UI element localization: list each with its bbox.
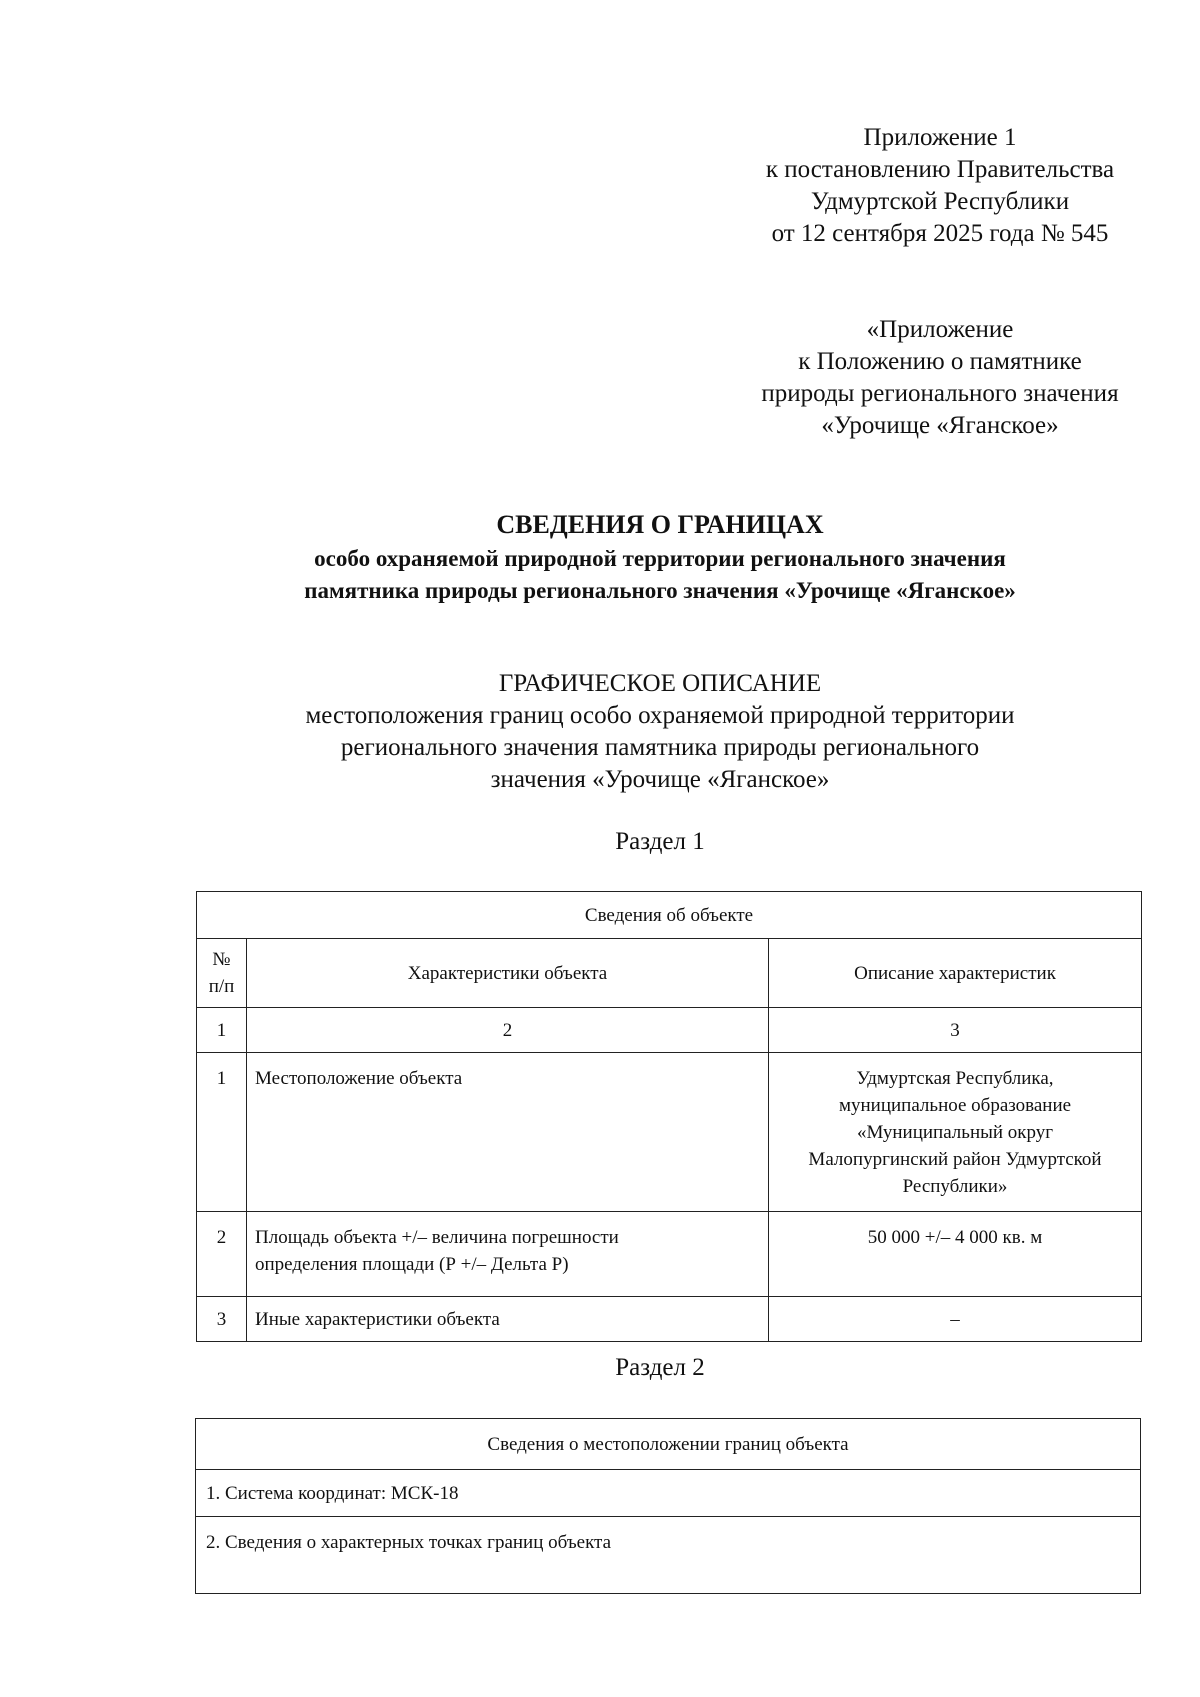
row-description: 50 000 +/– 4 000 кв. м (769, 1212, 1142, 1297)
appendix-1-line1: Приложение 1 (863, 124, 1017, 151)
characteristic-line: определения площади (Р +/– Дельта Р) (255, 1254, 569, 1275)
boundaries-table (195, 1418, 1141, 1594)
description-line: муниципальное образование (838, 1095, 1072, 1116)
row-description: – (769, 1297, 1142, 1342)
description-line: «Муниципальный округ (856, 1122, 1054, 1143)
graphic-line2: регионального значения памятника природы регионального (340, 734, 980, 761)
boundaries-table-header: Сведения о местоположении границ объекта (196, 1419, 1141, 1470)
appendix-2-line3: природы регионального значения (761, 380, 1119, 407)
appendix-1-line4: от 12 сентября 2025 года № 545 (771, 220, 1109, 247)
row-number: 2 (197, 1212, 247, 1297)
title-sub-1: особо охраняемой природной территории регионального значения (314, 546, 1006, 571)
row-description (769, 1053, 1142, 1212)
row-characteristic: Иные характеристики объекта (247, 1297, 769, 1342)
row-characteristic (247, 1212, 769, 1297)
col-header-description: Описание характеристик (769, 939, 1142, 1008)
appendix-1-line3: Удмуртской Республики (810, 188, 1070, 215)
characteristic-points-row: 2. Сведения о характерных точках границ объекта (196, 1517, 1141, 1594)
appendix-2-line2: к Положению о памятнике (798, 348, 1082, 375)
table-row (197, 1297, 1142, 1342)
column-number-3: 3 (769, 1008, 1142, 1053)
graphic-heading: ГРАФИЧЕСКОЕ ОПИСАНИЕ (498, 670, 822, 697)
object-info-table (196, 891, 1142, 1342)
column-number-1: 1 (197, 1008, 247, 1053)
section-2-title: Раздел 2 (615, 1354, 705, 1381)
col-header-number (197, 939, 247, 1008)
table-row (197, 1053, 1142, 1212)
row-number: 1 (197, 1053, 247, 1212)
document-title (140, 507, 1180, 607)
characteristic-line: Площадь объекта +/– величина погрешности (255, 1227, 619, 1248)
col-header-number-line2: п/п (208, 976, 235, 997)
appendix-1-block (730, 122, 1150, 250)
coordinate-system-row: 1. Система координат: МСК-18 (196, 1470, 1141, 1517)
section-1-title: Раздел 1 (615, 828, 705, 855)
table-row (197, 1212, 1142, 1297)
object-info-table-header: Сведения об объекте (197, 892, 1142, 939)
col-header-number-line1: № (212, 949, 231, 970)
title-sub-2: памятника природы регионального значения «Урочище «Яганское» (304, 578, 1016, 603)
description-line: Малопургинский район Удмуртской (808, 1149, 1102, 1170)
column-number-2: 2 (247, 1008, 769, 1053)
graphic-line1: местоположения границ особо охраняемой природной территории (305, 702, 1015, 729)
appendix-1-line2: к постановлению Правительства (765, 156, 1115, 183)
appendix-2-line4: «Урочище «Яганское» (821, 412, 1059, 439)
row-characteristic: Местоположение объекта (247, 1053, 769, 1212)
appendix-2-line1: «Приложение (866, 316, 1014, 343)
title-main: СВЕДЕНИЯ О ГРАНИЦАХ (496, 510, 824, 539)
col-header-characteristics: Характеристики объекта (247, 939, 769, 1008)
graphic-description (140, 668, 1180, 796)
row-number: 3 (197, 1297, 247, 1342)
appendix-2-block (730, 314, 1150, 442)
graphic-line3: значения «Урочище «Яганское» (490, 766, 830, 793)
description-line: Республики» (902, 1176, 1008, 1197)
description-line: Удмуртская Республика, (856, 1068, 1054, 1089)
